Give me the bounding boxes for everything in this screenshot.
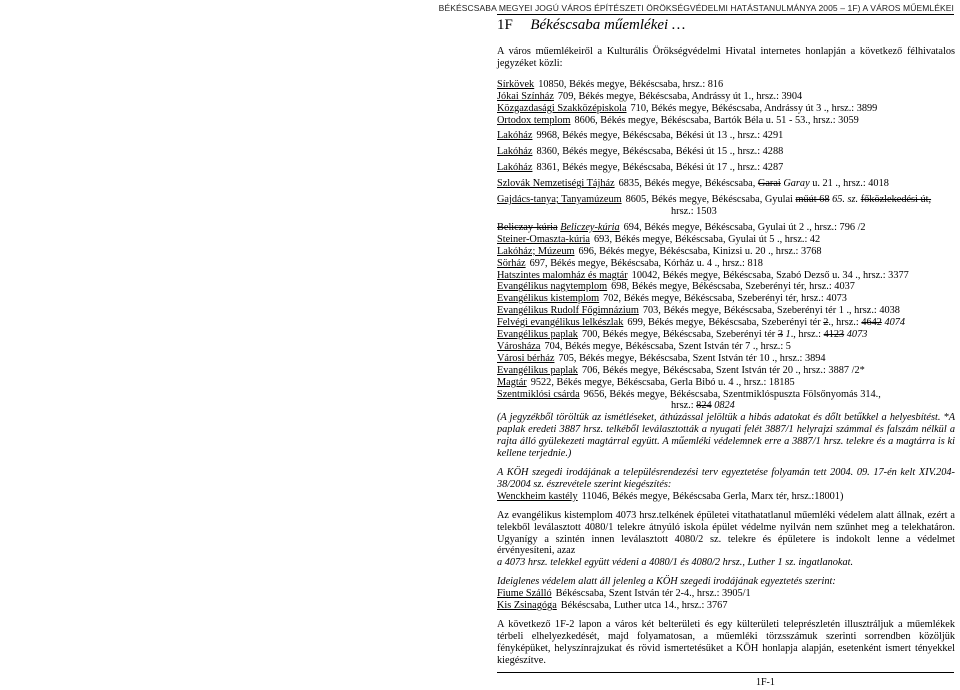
monument-details: 693, Békés megye, Békéscsaba, Gyulai út 5 ., hrsz.: 42 — [594, 233, 821, 245]
monument-name: Magtár — [497, 376, 527, 388]
monument-details: 9656, Békés megye, Békéscsaba, Szentmiklóspuszta Fölsőnyomás 314., — [583, 388, 881, 400]
list-item — [497, 246, 955, 258]
monument-name: Felvégi evangélikus lelkészlak — [497, 317, 624, 329]
monument-name: Szlovák Nemzetiségi Tájház — [497, 178, 615, 190]
monument-name: Evangélikus paplak — [497, 364, 578, 376]
monument-details: 710, Békés megye, Békéscsaba, Andrássy út 3 ., hrsz.: 3899 — [630, 102, 878, 114]
monument-name: Városi bérház — [497, 352, 555, 364]
monument-name: Ortodox templom — [497, 114, 571, 126]
list-item — [497, 162, 955, 174]
monument-details: 10850, Békés megye, Békéscsaba, hrsz.: 816 — [538, 78, 724, 90]
list-item — [497, 103, 955, 115]
monument-name: Wenckheim kastély — [497, 490, 578, 502]
italic-correction: 0824 — [714, 400, 735, 412]
monument-name: Beliczay-kúria — [497, 221, 558, 233]
monument-details: ., hrsz.: — [790, 329, 822, 341]
monument-details: 709, Békés megye, Békéscsaba, Andrássy út 1., hrsz.: 3904 — [557, 90, 803, 102]
monument-details: 698, Békés megye, Békéscsaba, Szeberényi tér, hrsz.: 4037 — [611, 281, 855, 293]
list-item — [497, 115, 955, 127]
monument-details: 8360, Békés megye, Békéscsaba, Békési út 15 ., hrsz.: 4288 — [536, 146, 784, 158]
list-item-continuation — [497, 206, 955, 218]
italic-correction: 1 — [785, 329, 791, 341]
monument-details: 699, Békés megye, Békéscsaba, Szeberényi tér — [627, 317, 821, 329]
struck-correction: Garai — [757, 178, 781, 190]
page-number: 1F-1 — [756, 677, 775, 688]
monument-name: Jókai Színház — [497, 90, 554, 102]
kistemplom-conclusion: a 4073 hrsz. telekkel együtt védeni a 4080/1 és 4080/2 hrsz., Luther 1 sz. ingatlanokat. — [497, 557, 854, 569]
running-header: BÉKÉSCSABA MEGYEI JOGÚ VÁROS ÉPÍTÉSZETI ÖRÖKSÉGVÉDELMI HATÁSTANULMÁNYA 2005 – 1F) A VÁROS MŰEMLÉKEI — [438, 3, 954, 13]
italic-correction: Beliczey-kúria — [560, 221, 620, 233]
list-item — [497, 317, 955, 329]
monument-name: Lakóház — [497, 130, 533, 142]
struck-correction: műút 68 — [795, 194, 830, 206]
monument-name: Lakóház — [497, 146, 533, 158]
title-text: Békéscsaba műemlékei … — [530, 17, 686, 33]
monument-details: 8361, Békés megye, Békéscsaba, Békési út 17 ., hrsz.: 4287 — [536, 162, 784, 174]
monument-details: 8606, Békés megye, Békéscsaba, Bartók Béla u. 51 - 53., hrsz.: 3059 — [574, 114, 859, 126]
list-item-continuation — [497, 400, 955, 412]
monument-details: hrsz.: — [671, 400, 694, 412]
italic-correction: Garay — [783, 178, 810, 190]
monument-name: Lakóház; Múzeum — [497, 245, 575, 257]
monument-details: 11046, Békés megye, Békéscsaba Gerla, Marx tér, hrsz.:18001) — [581, 490, 844, 502]
list-item — [497, 305, 955, 317]
list-item — [497, 491, 955, 503]
struck-correction: 4642 — [861, 317, 882, 329]
list-item — [497, 79, 955, 91]
closing-paragraph: A következő 1F-2 lapon a város két belterületi és egy külterületi teleprészletén illusztráljuk a műemlékek térbeli elhelyezkedését, majd folyamatosan, a műemléki törzsszámuk szerinti sorrendben közöljük fényképüket, helyszínrajzukat és rövid ismertetésüket a KÖH honlapja alapján, esetenként ismert tényekkel kiegészítve. — [497, 618, 955, 666]
list-item — [497, 389, 955, 401]
list-item — [497, 258, 955, 270]
footer-rule — [497, 672, 954, 673]
list-item — [497, 281, 955, 293]
monument-details: 10042, Békés megye, Békéscsaba, Szabó Dezső u. 34 ., hrsz.: 3377 — [631, 269, 909, 281]
monument-details: 705, Békés megye, Békéscsaba, Szent István tér 10 ., hrsz.: 3894 — [558, 352, 826, 364]
monument-details: 6835, Békés megye, Békéscsaba, — [618, 178, 756, 190]
monument-details: 9522, Békés megye, Békéscsaba, Gerla Bibó u. 4 ., hrsz.: 18185 — [530, 376, 795, 388]
list-item — [497, 91, 955, 103]
monument-name: Közgazdasági Szakközépiskola — [497, 102, 627, 114]
struck-correction: 2 — [823, 317, 829, 329]
list-item — [497, 222, 955, 234]
monument-name: Steiner-Omaszta-kúria — [497, 233, 590, 245]
monument-name: Evangélikus kistemplom — [497, 293, 600, 305]
struck-correction: főközlekedési út, — [860, 194, 932, 206]
monument-details: 702, Békés megye, Békéscsaba, Szeberényi tér, hrsz.: 4073 — [603, 293, 847, 305]
intro-paragraph: A város műemlékeiről a Kulturális Örökségvédelmi Hivatal internetes honlapján a következő félhivatalos jegyzéket közli: — [497, 46, 955, 69]
monument-details: 696, Békés megye, Békéscsaba, Kinizsi u. 20 ., hrsz.: 3768 — [578, 245, 822, 257]
monument-details: 704, Békés megye, Békéscsaba, Szent István tér 7 ., hrsz.: 5 — [544, 340, 791, 352]
koh-note: A KÖH szegedi irodájának a településrendezési terv egyeztetése folyamán tett 2004. 09. 17-én kelt XIV.204-38/2004 sz. észrevétele szerint kiegészítés: — [497, 467, 955, 490]
title-prefix: 1F — [497, 17, 513, 33]
monument-details: Békéscsaba, Luther utca 14., hrsz.: 3767 — [560, 600, 728, 612]
list-item — [497, 178, 955, 190]
italic-correction: 65. sz. — [832, 194, 859, 206]
monument-name: Hatszintes malomház és magtár — [497, 269, 628, 281]
list-item — [497, 234, 955, 246]
list-item — [497, 130, 955, 142]
monument-details: u. 21 ., hrsz.: 4018 — [812, 178, 889, 190]
list-item — [497, 341, 955, 353]
header-rule — [497, 14, 954, 15]
italic-correction: 4074 — [884, 317, 906, 329]
monument-name: Fiume Szálló — [497, 588, 552, 600]
monument-name: Városháza — [497, 340, 541, 352]
monument-details: 9968, Békés megye, Békéscsaba, Békési út 13 ., hrsz.: 4291 — [536, 130, 784, 142]
monument-name: Sírkövek — [497, 78, 535, 90]
monument-name: Kis Zsinagóga — [497, 600, 557, 612]
errata-note: (A jegyzékből töröltük az ismétléseket, áthúzással jelöltük a hibás adatokat és dőlt betűkkel a helyesbítést. *A paplak eredeti 3887 hrsz. telkéből leválasztották a nyugati felét 3887/1 helyrajzi számmal és falszám nélkül a rajta álló gyülekezeti magtárral együtt. A műemléki védelemnek erre a 3887/1 hrsz. telekre és a magtárra is ki kellene terjednie.) — [497, 412, 955, 460]
monument-details: 697, Békés megye, Békéscsaba, Kórház u. 4 ., hrsz.: 818 — [529, 257, 763, 269]
struck-correction: 4123 — [823, 329, 845, 341]
content-column — [497, 46, 955, 667]
monument-details: 706, Békés megye, Békéscsaba, Szent István tér 20 ., hrsz.: 3887 /2* — [581, 364, 865, 376]
monument-list — [497, 79, 955, 413]
monument-name: Sörház — [497, 257, 526, 269]
temporary-protection-note: Ideiglenes védelem alatt áll jelenleg a KÖH szegedi irodájának egyeztetés szerint: — [497, 576, 836, 588]
list-item — [497, 588, 955, 600]
monument-name: Lakóház — [497, 162, 533, 174]
monument-name: Evangélikus Rudolf Főgimnázium — [497, 305, 639, 317]
struck-correction: 3 — [777, 329, 783, 341]
list-item — [497, 377, 955, 389]
monument-details: 703, Békés megye, Békéscsaba, Szeberényi tér 1 ., hrsz.: 4038 — [642, 305, 900, 317]
list-item — [497, 293, 955, 305]
list-item — [497, 600, 955, 612]
monument-details: ., hrsz.: — [828, 317, 859, 329]
page-title — [497, 17, 685, 34]
monument-name: Evangélikus paplak — [497, 329, 578, 341]
italic-correction: 4073 — [846, 329, 868, 341]
monument-details: Békéscsaba, Szent István tér 2-4., hrsz.: 3905/1 — [555, 588, 751, 600]
monument-details: hrsz.: 1503 — [671, 205, 717, 217]
list-item — [497, 353, 955, 365]
struck-correction: 824 — [696, 400, 712, 412]
monument-details: 694, Békés megye, Békéscsaba, Gyulai út 2 ., hrsz.: 796 /2 — [623, 221, 866, 233]
monument-name: Gajdács-tanya; Tanyamúzeum — [497, 194, 622, 206]
list-item — [497, 365, 955, 377]
list-item — [497, 146, 955, 158]
list-item — [497, 329, 955, 341]
monument-details: 8605, Békés megye, Békéscsaba, Gyulai — [625, 194, 793, 206]
list-item — [497, 270, 955, 282]
list-item — [497, 194, 955, 206]
monument-details: 700, Békés megye, Békéscsaba, Szeberényi tér — [581, 329, 776, 341]
monument-name: Evangélikus nagytemplom — [497, 281, 608, 293]
monument-name: Szentmiklósi csárda — [497, 388, 580, 400]
kistemplom-paragraph: Az evangélikus kistemplom 4073 hrsz.telkének épületei vitathatatlanul műemléki védelem alatt állnak, ezért a telekből leválasztott 4080/1 telekre átnyúló iskola épület védelme nyilván nem szűnhet meg a telekhatáron. Ugyanígy a szintén innen leválasztott 4080/2 sz. telekre és épületere is indokolt lenne a védelmet érvényesíteni, azaz — [497, 509, 955, 557]
